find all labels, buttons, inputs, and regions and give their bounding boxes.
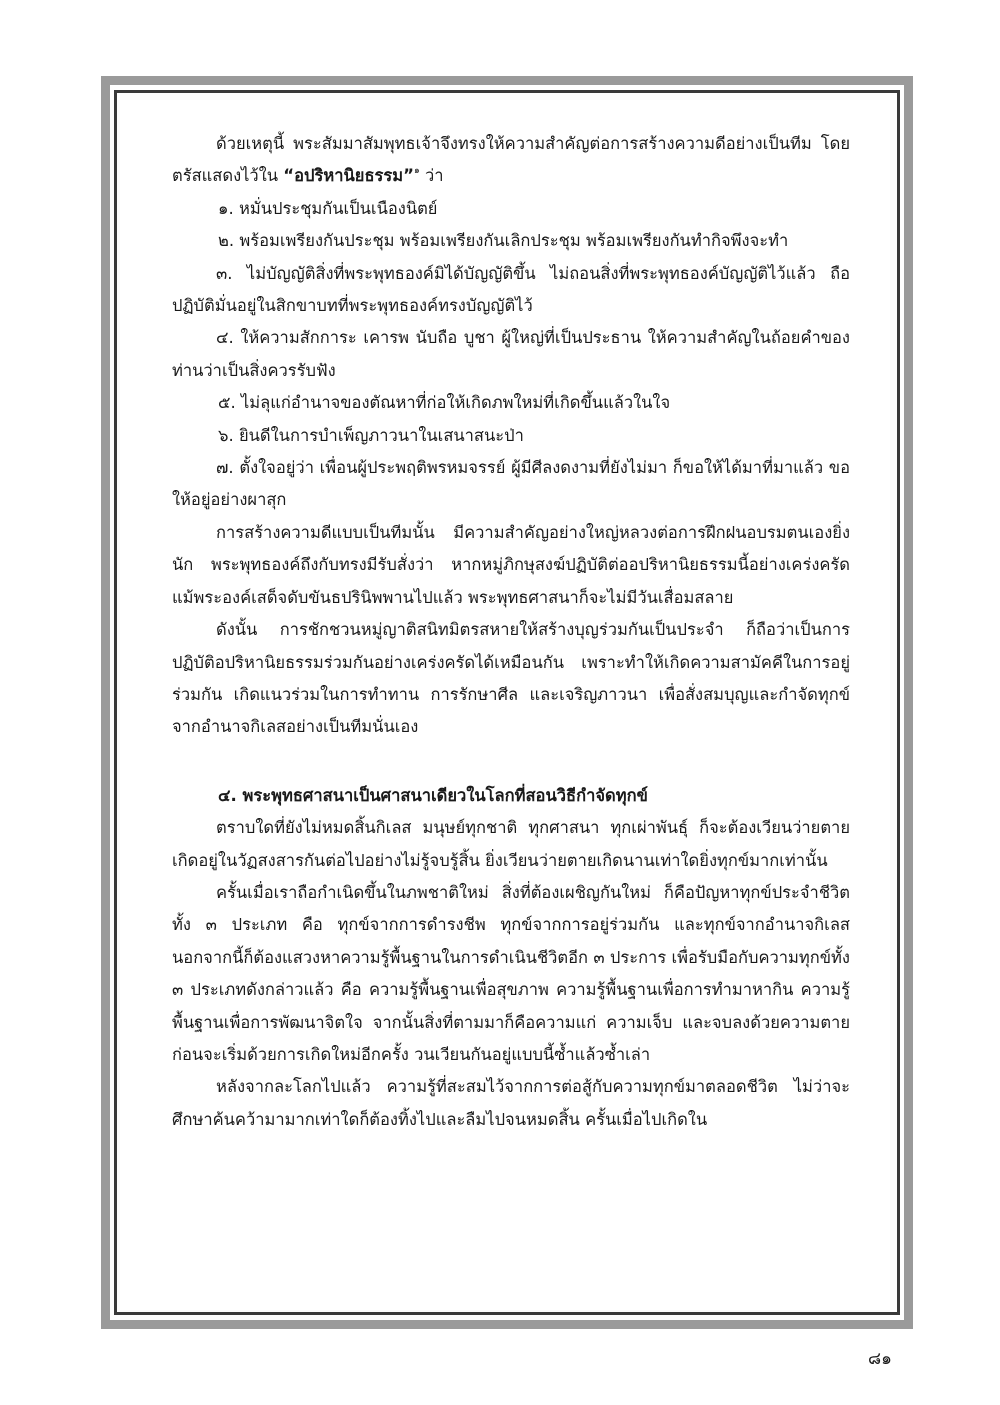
list-item: ๒. พร้อมเพรียงกันประชุม พร้อมเพรียงกันเลิกประชุม พร้อมเพรียงกันทำกิจพึงจะทำ <box>218 231 789 251</box>
list-item: ๓. ไม่บัญญัติสิ่งที่พระพุทธองค์มิได้บัญญัติขึ้น ไม่ถอนสิ่งที่พระพุทธองค์บัญญัติไว้แล้ว ถือปฏิบัติมั่นอยู่ในสิกขาบทที่พระพุทธองค์ทรงบัญญัติไว้ <box>172 263 850 316</box>
list-item: ๖. ยินดีในการบำเพ็ญภาวนาในเสนาสนะป่า <box>218 425 524 445</box>
paragraph: ตราบใดที่ยังไม่หมดสิ้นกิเลส มนุษย์ทุกชาติ ทุกศาสนา ทุกเผ่าพันธุ์ ก็จะต้องเวียนว่ายตายเกิดอยู่ในวัฏสงสารกันต่อไปอย่างไม่รู้จบรู้สิ้น ยิ่งเวียนว่ายตายเกิดนานเท่าใดยิ่งทุกข์มากเท่านั้น <box>172 818 850 870</box>
intro-paragraph: ด้วยเหตุนี้ พระสัมมาสัมพุทธเจ้าจึงทรงให้ความสำคัญต่อการสร้างความดีอย่างเป็นทีม โดยตรัสแสดงไว้ใน “อปริหานิยธรรม”$^๑$ ว่า <box>172 134 850 186</box>
list-item: ๔. ให้ความสักการะ เคารพ นับถือ บูชา ผู้ใหญ่ที่เป็นประธาน ให้ความสำคัญในถ้อยคำของท่านว่าเป็นสิ่งควรรับฟัง <box>172 328 850 380</box>
paragraph: การสร้างความดีแบบเป็นทีมนั้น มีความสำคัญอย่างใหญ่หลวงต่อการฝึกฝนอบรมตนเองยิ่งนัก พระพุทธองค์ถึงกับทรงมีรับสั่งว่า หากหมู่ภิกษุสงฆ์ปฏิบัติต่ออปริหานิยธรรมนี้อย่างเคร่งครัด แม้พระองค์เสด็จดับขันธปรินิพพานไปแล้ว พระพุทธศาสนาก็จะไม่มีวันเสื่อมสลาย <box>172 522 850 607</box>
section-gap <box>172 744 850 780</box>
footnote-marker: ๑ <box>413 166 420 177</box>
list-item: ๗. ตั้งใจอยู่ว่า เพื่อนผู้ประพฤติพรหมจรรย์ ผู้มีศีลงดงามที่ยังไม่มา ก็ขอให้ได้มาที่มาแล้ว ขอให้อยู่อย่างผาสุก <box>172 458 850 510</box>
page-body <box>172 128 850 1136</box>
page-number: ๘๑ <box>868 1349 892 1369</box>
list-item: ๕. ไม่ลุแก่อำนาจของตัณหาที่ก่อให้เกิดภพใหม่ที่เกิดขึ้นแล้วในใจ <box>218 393 671 413</box>
list-item: ๑. หมั่นประชุมกันเป็นเนืองนิตย์ <box>218 198 438 218</box>
term-aparihaniyadhamma: “อปริหานิยธรรม” <box>283 166 414 186</box>
paragraph: ครั้นเมื่อเราถือกำเนิดขึ้นในภพชาติใหม่ สิ่งที่ต้องเผชิญกันใหม่ ก็คือปัญหาทุกข์ประจำชีวิตทั้ง ๓ ประเภท คือ ทุกข์จากการดำรงชีพ ทุกข์จากการอยู่ร่วมกัน และทุกข์จากอำนาจกิเลส นอกจากนี้ก็ต้องแสวงหาความรู้พื้นฐานในการดำเนินชีวิตอีก ๓ ประการ เพื่อรับมือกับความทุกข์ทั้ง ๓ ประเภทดังกล่าวแล้ว คือ ความรู้พื้นฐานเพื่อสุขภาพ ความรู้พื้นฐานเพื่อการทำมาหากิน ความรู้พื้นฐานเพื่อการพัฒนาจิตใจ จากนั้นสิ่งที่ตามมาก็คือความแก่ ความเจ็บ และจบลงด้วยความตาย ก่อนจะเริ่มด้วยการเกิดใหม่อีกครั้ง วนเวียนกันอยู่แบบนี้ซ้ำแล้วซ้ำเล่า <box>172 882 850 1064</box>
paragraph: ดังนั้น การชักชวนหมู่ญาติสนิทมิตรสหายให้สร้างบุญร่วมกันเป็นประจำ ก็ถือว่าเป็นการปฏิบัติอปริหานิยธรรมร่วมกันอย่างเคร่งครัดได้เหมือนกัน เพราะทำให้เกิดความสามัคคีในการอยู่ร่วมกัน เกิดแนวร่วมในการทำทาน การรักษาศีล และเจริญภาวนา เพื่อสั่งสมบุญและกำจัดทุกข์จากอำนาจกิเลสอย่างเป็นทีมนั่นเอง <box>172 620 850 737</box>
section-heading: ๔. พระพุทธศาสนาเป็นศาสนาเดียวในโลกที่สอนวิธีกำจัดทุกข์ <box>218 785 648 805</box>
paragraph: หลังจากละโลกไปแล้ว ความรู้ที่สะสมไว้จากการต่อสู้กับความทุกข์มาตลอดชีวิต ไม่ว่าจะศึกษาค้นคว้ามามากเท่าใดก็ต้องทิ้งไปและลืมไปจนหมดสิ้น ครั้นเมื่อไปเกิดใน <box>172 1077 850 1129</box>
